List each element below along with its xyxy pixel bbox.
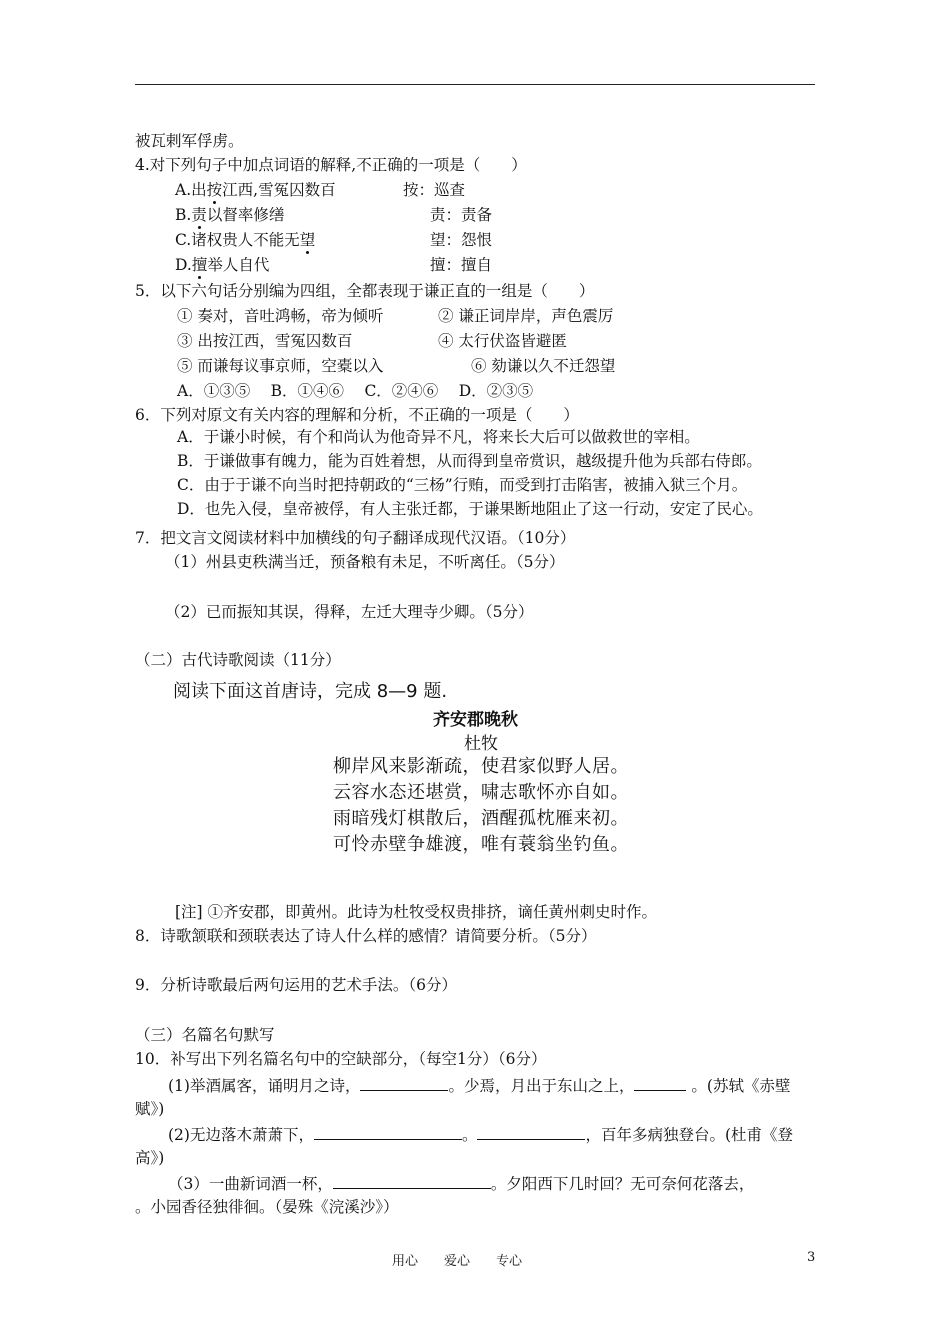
- question-6-option-d: D．也先入侵，皇帝被俘，有人主张迁都，于谦果断地阻止了这一行动，安定了民心。: [177, 500, 763, 518]
- question-10-item-3: （3）一曲新词酒一杯， 。夕阳西下几时回？无可奈何花落去，: [168, 1175, 755, 1193]
- question-10-item-1-cont: 赋》): [135, 1100, 165, 1118]
- question-4-stem: 4.对下列句子中加点词语的解释,不正确的一项是（ ）: [135, 156, 527, 174]
- question-10-item-2-cont: 高》): [135, 1149, 165, 1167]
- question-7-sentence-1: （1）州县吏秩满当迁，预备粮有未足，不听离任。（5分）: [165, 553, 565, 571]
- poem-line: 雨暗残灯棋散后，酒醒孤枕雁来初。: [333, 808, 629, 829]
- poem-note: [注] ①齐安郡，即黄州。此诗为杜牧受权贵排挤，谪任黄州刺史时作。: [175, 903, 658, 921]
- question-4-gloss-a: 按：巡查: [403, 181, 466, 199]
- answer-blank[interactable]: [333, 1173, 491, 1189]
- question-5-item-6: ⑥ 劾谦以久不迁怨望: [471, 357, 616, 375]
- question-5-item-5: ⑤ 而谦每议事京师，空橐以入: [177, 357, 384, 375]
- poem-title: 齐安郡晚秋: [433, 710, 518, 730]
- question-4-option-a: A.出按江西,雪冤囚数百: [175, 181, 336, 199]
- question-5-stem: 5．以下六句话分别编为四组，全都表现于谦正直的一组是（ ）: [135, 282, 595, 300]
- question-4-gloss-c: 望：怨恨: [430, 231, 493, 249]
- question-10-item-2: (2)无边落木萧萧下， 。 ，百年多病独登台。(杜甫《登: [168, 1126, 794, 1144]
- question-6-option-c: C．由于于谦不向当时把持朝政的“三杨”行贿，而受到打击陷害，被捕入狱三个月。: [177, 476, 748, 494]
- question-5-item-2: ② 谦正词岸岸，声色震厉: [438, 307, 614, 325]
- question-5-options: A．①③⑤ B．①④⑥ C．②④⑥ D．②③⑤: [177, 382, 534, 400]
- question-9: 9．分析诗歌最后两句运用的艺术手法。（6分）: [135, 976, 457, 994]
- question-10-item-3-cont: 。小园香径独徘徊。（晏殊《浣溪沙》）: [135, 1198, 399, 1216]
- question-7-stem: 7．把文言文阅读材料中加横线的句子翻译成现代汉语。（10分）: [135, 529, 576, 547]
- poem-line: 可怜赤壁争雄渡，唯有蓑翁坐钓鱼。: [333, 834, 629, 855]
- poem-line: 云容水态还堪赏，啸志歌怀亦自如。: [333, 782, 629, 803]
- question-8: 8．诗歌颔联和颈联表达了诗人什么样的感情？请简要分析。（5分）: [135, 927, 597, 945]
- question-7-sentence-2: （2）已而振知其误，得释，左迁大理寺少卿。（5分）: [165, 603, 534, 621]
- question-5-item-1: ① 奏对，音吐鸿畅，帝为倾听: [177, 307, 384, 325]
- answer-blank[interactable]: [314, 1124, 462, 1140]
- question-4-option-d: D.擅举人自代: [175, 256, 270, 274]
- question-6-option-a: A．于谦小时候，有个和尚认为他奇异不凡，将来长大后可以做救世的宰相。: [177, 428, 700, 446]
- poem-intro: 阅读下面这首唐诗，完成 8—9 题.: [173, 681, 448, 702]
- question-4-gloss-d: 擅：擅自: [430, 256, 493, 274]
- question-4-option-c: C.诸权贵人不能无望: [175, 231, 316, 249]
- section-2-heading: （二）古代诗歌阅读（11分）: [135, 651, 341, 669]
- poem-line: 柳岸风来影渐疏，使君家似野人居。: [333, 756, 629, 777]
- page-number: 3: [807, 1250, 816, 1265]
- answer-blank[interactable]: [477, 1124, 585, 1140]
- continued-text: 被瓦剌军俘虏。: [135, 132, 244, 150]
- question-10-stem: 10．补写出下列名篇名句中的空缺部分，（每空1分）（6分）: [135, 1050, 547, 1068]
- question-4-option-b: B.责以督率修缮: [175, 206, 285, 224]
- header-rule: [135, 84, 815, 85]
- question-5-item-3: ③ 出按江西，雪冤囚数百: [177, 332, 353, 350]
- question-6-stem: 6．下列对原文有关内容的理解和分析，不正确的一项是（ ）: [135, 406, 579, 424]
- answer-blank[interactable]: [634, 1075, 686, 1091]
- section-3-heading: （三）名篇名句默写: [135, 1026, 275, 1044]
- answer-blank[interactable]: [360, 1075, 448, 1091]
- footer-motto: 用心 爱心 专心: [392, 1254, 523, 1269]
- question-5-item-4: ④ 太行伏盗皆避匿: [438, 332, 567, 350]
- question-6-option-b: B．于谦做事有魄力，能为百姓着想，从而得到皇帝赏识，越级提升他为兵部右侍郎。: [177, 452, 762, 470]
- question-10-item-1: (1)举酒属客，诵明月之诗， 。少焉，月出于东山之上， 。(苏轼《赤壁: [168, 1077, 791, 1095]
- poem-author: 杜牧: [464, 734, 498, 754]
- question-4-gloss-b: 责：责备: [430, 206, 493, 224]
